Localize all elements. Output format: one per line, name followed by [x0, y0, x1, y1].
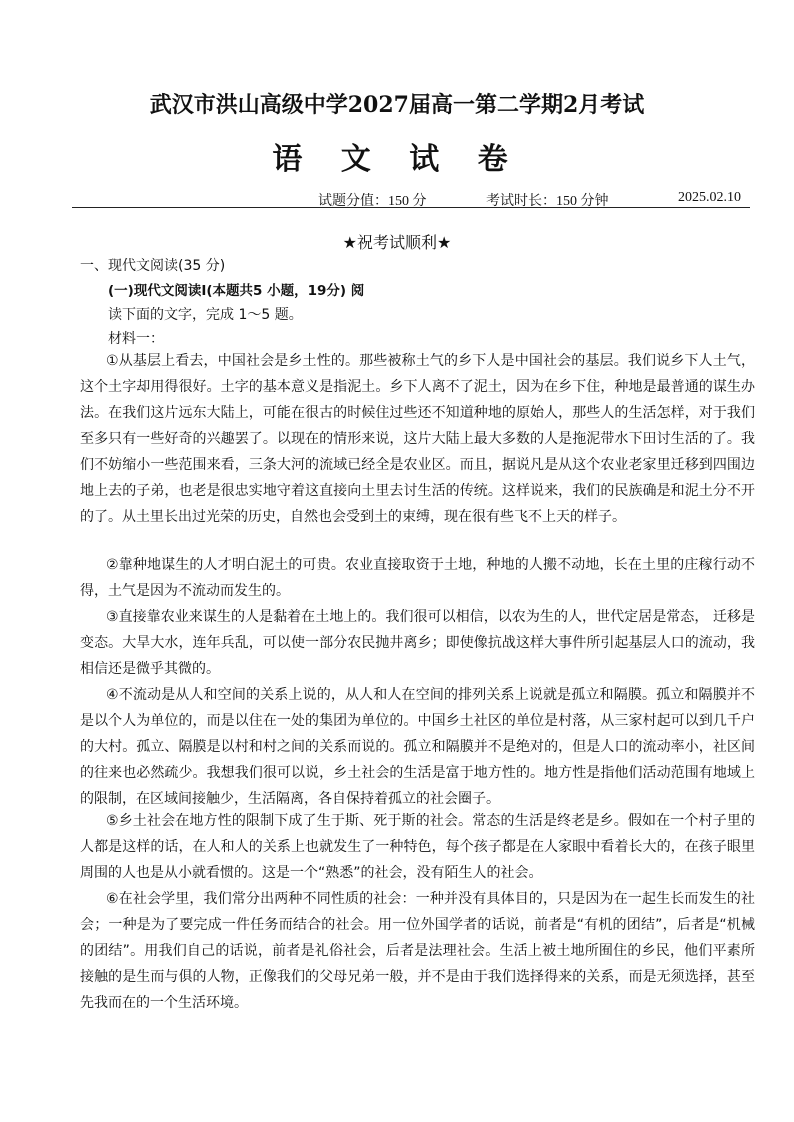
exam-date: 2025.02.10	[678, 190, 741, 205]
subsection-title: (一)现代文阅读Ⅰ(本题共5 小题，19分) 阅	[108, 283, 365, 299]
good-luck-banner: ★祝考试顺利★	[342, 233, 452, 252]
subject-title: 语 文 试 卷	[272, 142, 522, 177]
paragraph-5: ⑤乡土社会在地方性的限制下成了生于斯、死于斯的社会。常态的生活是终老是乡。假如在一个村子里的人都是这样的话，在人和人的关系上也就发生了一种特色，每个孩子都是在人家眼中看着长大的，在孩子眼里周围的人也是从小就看惯的。这是一个“熟悉”的社会，没有陌生人的社会。	[80, 813, 755, 881]
exam-title: 武汉市洪山高级中学2027届高一第二学期2月考试	[149, 92, 645, 118]
score-label: 试题分值：150 分	[318, 194, 427, 209]
paragraph-6: ⑥在社会学里，我们常分出两种不同性质的社会：一种并没有具体目的，只是因为在一起生长而发生的社会；一种是为了要完成一件任务而结合的社会。用一位外国学者的话说，前者是“有机的团结”，后者是“机械的团结”。用我们自己的话说，前者是礼俗社会，后者是法理社会。生活上被土地所囿住的乡民，他们平素所接触的是生而与俱的人物，正像我们的父母兄弟一般，并不是由于我们选择得来的关系，而是无须选择，甚至先我而在的一个生活环境。	[80, 891, 755, 1011]
material-label: 材料一：	[108, 331, 164, 347]
paragraph-4: ④不流动是从人和空间的关系上说的，从人和人在空间的排列关系上说就是孤立和隔膜。孤立和隔膜并不是以个人为单位的，而是以住在一处的集团为单位的。中国乡土社区的单位是村落，从三家村起可以到几千户的大村。孤立、隔膜是以村和村之间的关系而说的。孤立和隔膜并不是绝对的，但是人口的流动率小，社区间的往来也必然疏少。我想我们很可以说，乡土社会的生活是富于地方性的。地方性是指他们活动范围有地域上的限制，在区域间接触少，生活隔离，各自保持着孤立的社会圈子。	[80, 687, 755, 807]
section-title: 一、现代文阅读(35 分)	[80, 258, 226, 274]
header-divider	[72, 207, 750, 208]
paragraph-1: ①从基层上看去，中国社会是乡土性的。那些被称土气的乡下人是中国社会的基层。我们说乡下人土气，这个土字却用得很好。土字的基本意义是指泥土。乡下人离不了泥土，因为在乡下住，种地是最普通的谋生办法。在我们这片远东大陆上，可能在很古的时候住过些还不知道种地的原始人，那些人的生活怎样，对于我们至多只有一些好奇的兴趣罢了。以现在的情形来说，这片大陆上最大多数的人是拖泥带水下田讨生活的了。我们不妨缩小一些范围来看，三条大河的流域已经全是农业区。而且，据说凡是从这个农业老家里迁移到四围边地上去的子弟，也老是很忠实地守着这直接向土里去讨生活的传统。这样说来，我们的民族确是和泥土分不开的了。从土里长出过光荣的历史，自然也会受到土的束缚，现在很有些飞不上天的样子。	[80, 353, 755, 525]
paragraph-2: ②靠种地谋生的人才明白泥土的可贵。农业直接取资于土地，种地的人搬不动地，长在土里的庄稼行动不得，土气是因为不流动而发生的。	[80, 557, 755, 599]
paragraph-3: ③直接靠农业来谋生的人是黏着在土地上的。我们很可以相信，以农为生的人，世代定居是常态， 迁移是变态。大旱大水，连年兵乱，可以使一部分农民抛井离乡；即使像抗战这样大事件所引起基层人口的流动，我相信还是微乎其微的。	[80, 609, 755, 677]
time-label: 考试时长：150 分钟	[486, 194, 609, 209]
instruction: 读下面的文字，完成 1～5 题。	[108, 307, 303, 323]
